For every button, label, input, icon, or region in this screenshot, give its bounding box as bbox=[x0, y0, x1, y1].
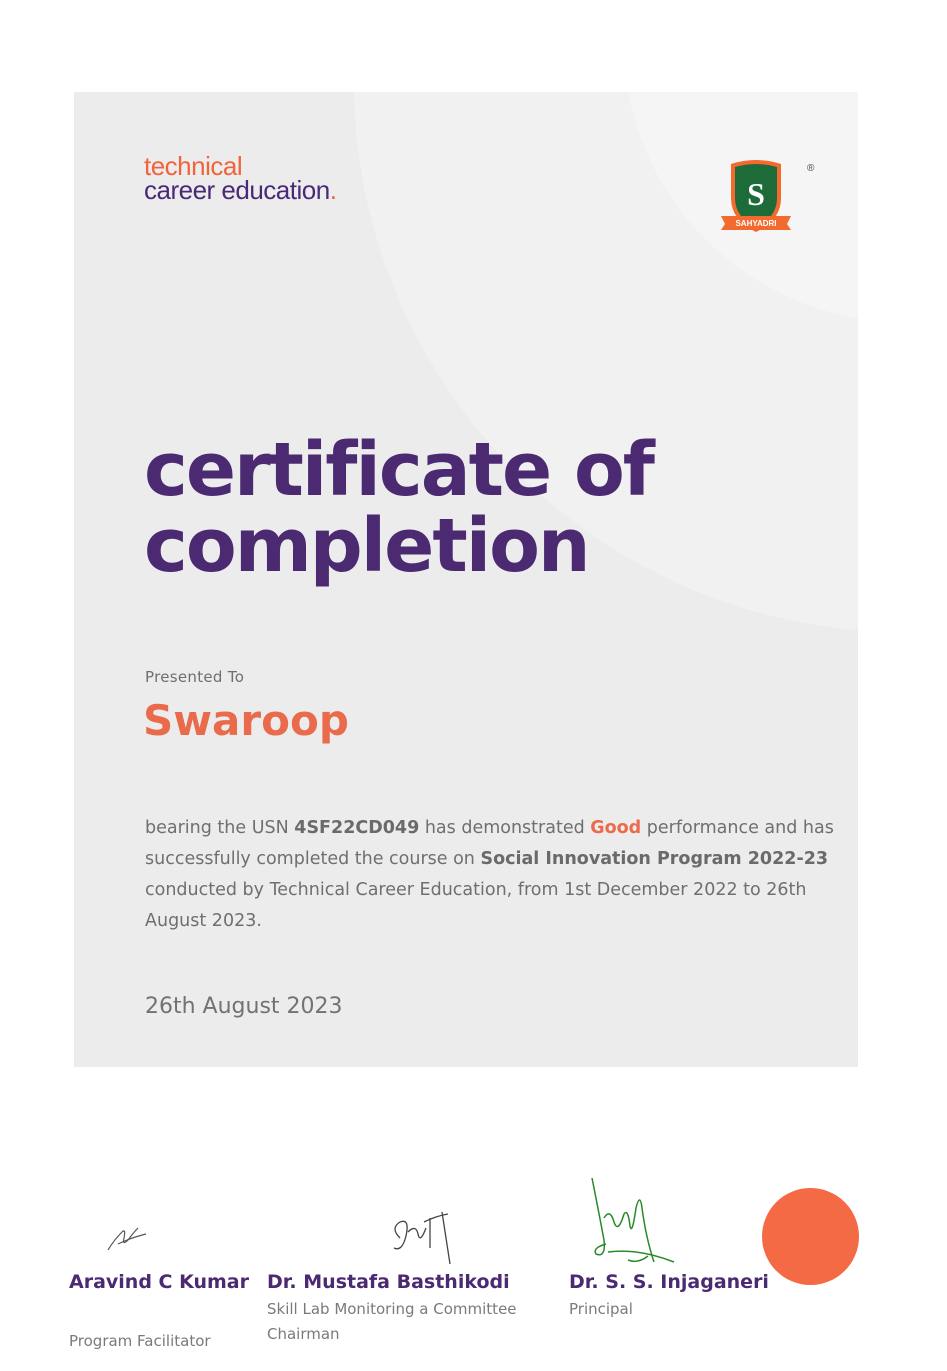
title-line-2: completion bbox=[144, 503, 589, 589]
brand-line-2: career education bbox=[144, 175, 330, 205]
signature-3 bbox=[588, 1178, 680, 1270]
certificate-card bbox=[74, 92, 858, 1067]
decorative-orange-circle bbox=[762, 1188, 859, 1285]
signatory-name-2: Dr. Mustafa Basthikodi bbox=[267, 1271, 510, 1293]
signatory-name-3: Dr. S. S. Injaganeri bbox=[569, 1271, 769, 1293]
issue-date: 26th August 2023 bbox=[145, 994, 343, 1019]
registered-mark: ® bbox=[807, 163, 815, 174]
signature-1 bbox=[104, 1220, 150, 1256]
signatory-role-3: Principal bbox=[569, 1300, 633, 1318]
brand-dot: . bbox=[329, 175, 337, 205]
signatory-role-1: Program Facilitator bbox=[69, 1332, 211, 1350]
sahyadri-shield-logo bbox=[719, 158, 819, 238]
performance-grade: Good bbox=[590, 818, 642, 838]
title-line-1: certificate of bbox=[144, 427, 654, 513]
logo-banner: SAHYADRI bbox=[735, 219, 777, 228]
signatory-name-1: Aravind C Kumar bbox=[69, 1271, 249, 1293]
certificate-title bbox=[144, 427, 654, 589]
signatory-role-2: Skill Lab Monitoring a Committee Chairman bbox=[267, 1300, 517, 1343]
brand-line-1: technical bbox=[144, 151, 243, 181]
brand-wordmark bbox=[144, 151, 337, 205]
recipient-name: Swaroop bbox=[143, 696, 349, 745]
certificate-body: bearing the USN 4SF22CD049 has demonstrated Good performance and has successfully completed the course on Social Innovation Program 2022-23 conducted by Technical Career Education, from 1st December 2022 to 26th August 2023. bbox=[145, 818, 834, 931]
logo-letter: S bbox=[747, 176, 765, 212]
presented-to-label: Presented To bbox=[145, 668, 245, 686]
signature-2 bbox=[386, 1208, 456, 1268]
usn: 4SF22CD049 bbox=[294, 818, 420, 838]
course-name: Social Innovation Program 2022-23 bbox=[480, 849, 829, 869]
